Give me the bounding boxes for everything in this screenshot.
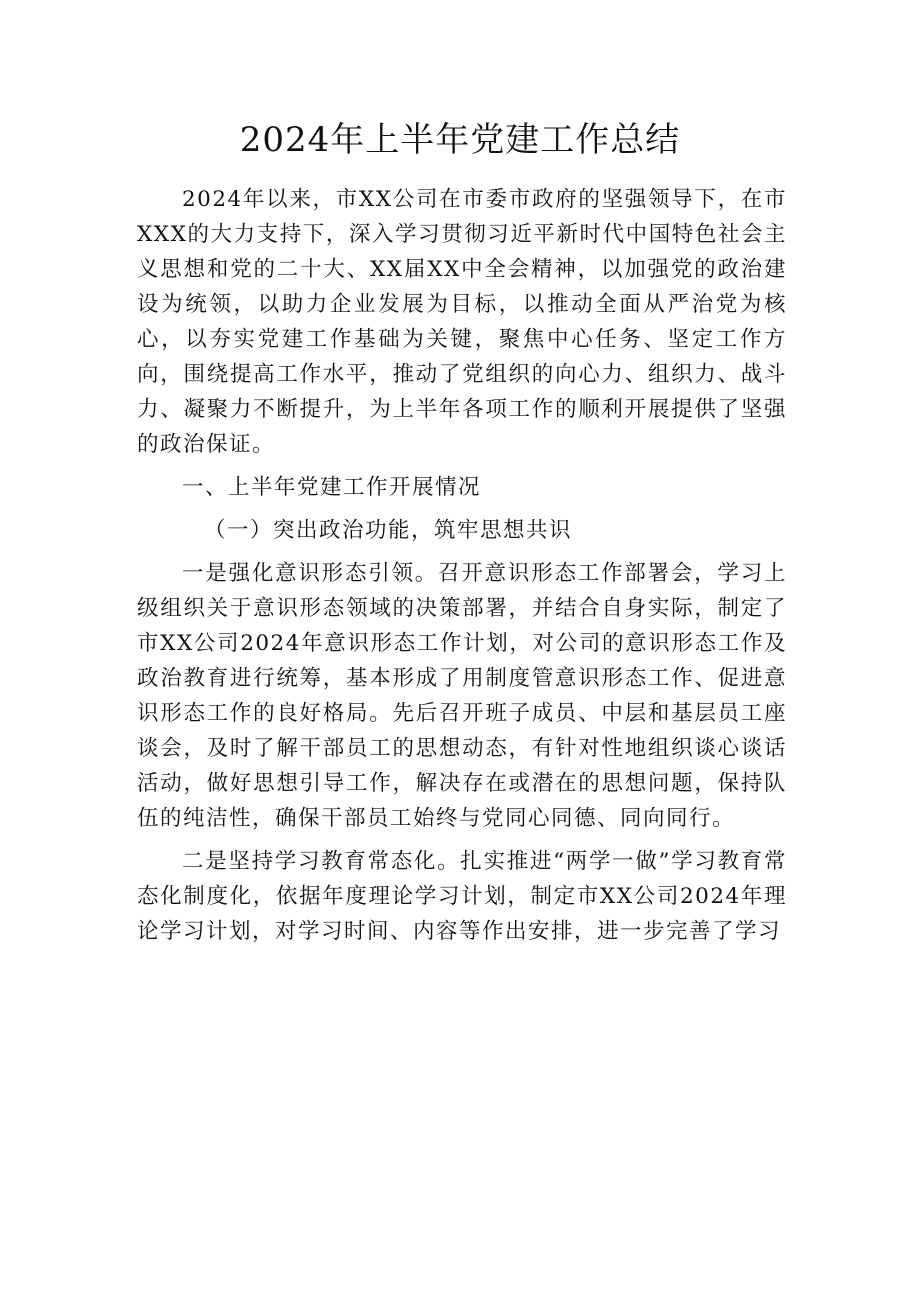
document-body	[137, 152, 787, 949]
section-heading: 一、上半年党建工作开展情况	[182, 475, 482, 500]
body-paragraph: 二是坚持学习教育常态化。扎实推进“两学一做”学习教育常态化制度化，依据年度理论学习计划，制定市XX公司2024年理论学习计划，对学习时间、内容等作出安排，进一步完善了学习	[137, 849, 787, 944]
body-paragraph: 一是强化意识形态引领。召开意识形态工作部署会，学习上级组织关于意识形态领域的决策部署，并结合自身实际，制定了市XX公司2024年意识形态工作计划，对公司的意识形态工作及政治教育进行统筹，基本形成了用制度管意识形态工作、促进意识形态工作的良好格局。先后召开班子成员、中层和基层员工座谈会，及时了解干部员工的思想动态，有针对性地组织谈心谈话活动，做好思想引导工作，解决存在或潜在的思想问题，保持队伍的纯洁性，确保干部员工始终与党同心同德、同向同行。	[137, 561, 787, 831]
document-title: 2024年上半年党建工作总结	[239, 120, 681, 160]
intro-paragraph: 2024年以来，市XX公司在市委市政府的坚强领导下，在市XXX的大力支持下，深入学习贯彻习近平新时代中国特色社会主义思想和党的二十大、XX届XX中全会精神，以加强党的政治建设为统领，以助力企业发展为目标，以推动全面从严治党为核心，以夯实党建工作基础为关键，聚焦中心任务、坚定工作方向，围绕提高工作水平，推动了党组织的向心力、组织力、战斗力、凝聚力不断提升，为上半年各项工作的顺利开展提供了坚强的政治保证。	[137, 187, 787, 457]
subsection-heading: （一）突出政治功能，筑牢思想共识	[204, 518, 573, 543]
